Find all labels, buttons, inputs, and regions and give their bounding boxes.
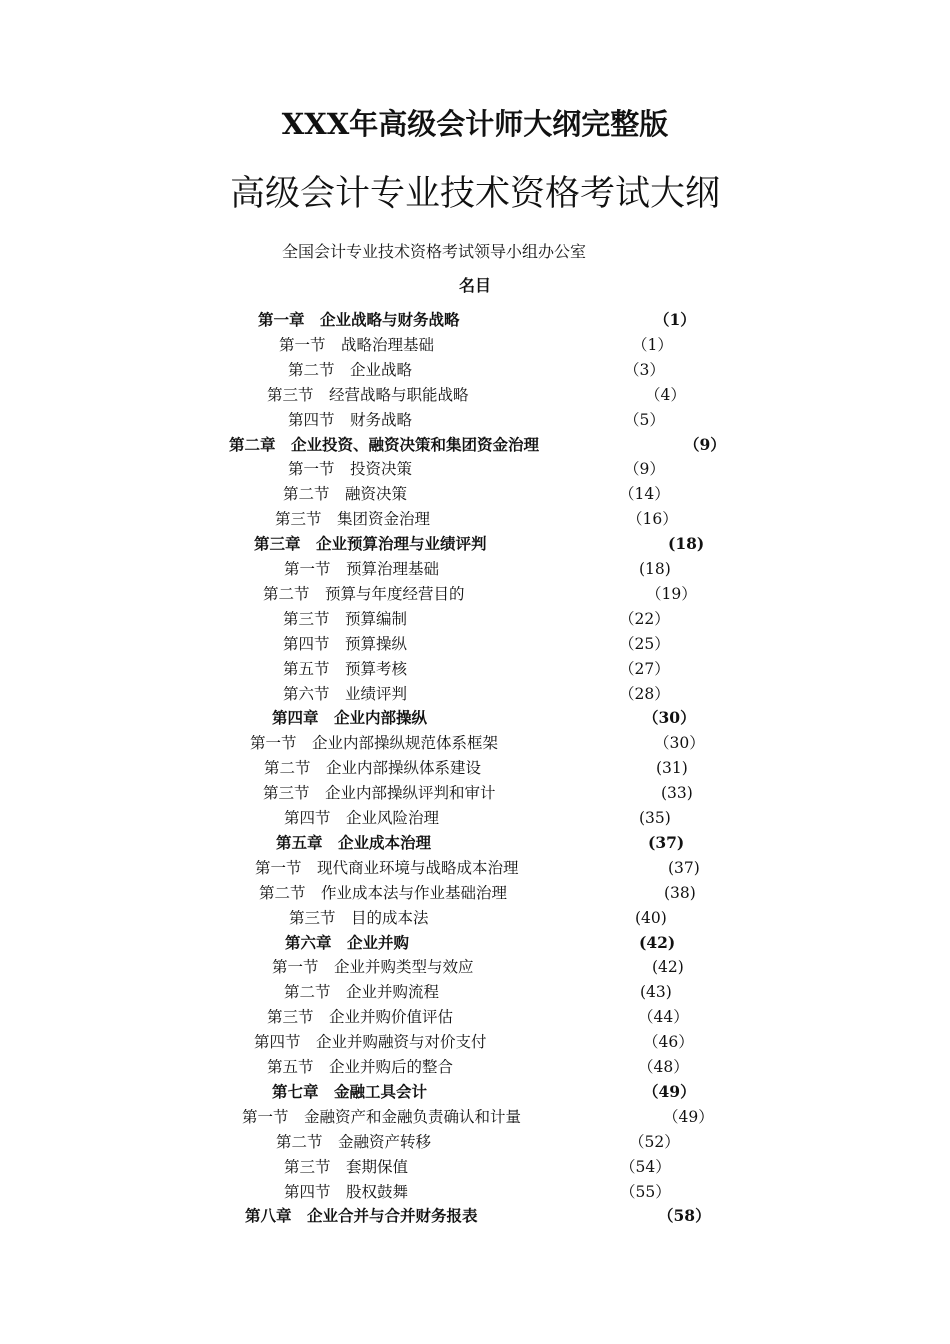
toc-entry-page: （49） (663, 1107, 714, 1126)
toc-section-row (0, 980, 950, 1005)
toc-chapter-row (0, 831, 950, 856)
toc-section-row (0, 408, 950, 433)
toc-entry-title: 第一章 企业战略与财务战略 (258, 310, 460, 329)
toc-entry-title: 第一节 预算治理基础 (284, 560, 440, 578)
toc-entry-title: 第五节 预算考核 (283, 659, 408, 678)
toc-entry-page: (35) (639, 809, 671, 827)
toc-entry-title: 第一节 投资决策 (288, 460, 413, 479)
toc-entry-page: (40) (635, 908, 667, 927)
toc-entry-title: 第四章 企业内部操纵 (272, 708, 428, 728)
toc-entry-title: 第二节 企业战略 (288, 360, 413, 379)
toc-entry-page: （1） (654, 310, 696, 329)
toc-entry-page: （46） (643, 1033, 694, 1052)
toc-entry-title: 第二章 企业投资、融资决策和集团资金治理 (229, 434, 540, 454)
issuing-office: 全国会计专业技术资格考试领导小组办公室 (282, 242, 587, 261)
toc-entry-page: (43) (640, 983, 672, 1002)
toc-section-row (0, 806, 950, 831)
toc-entry-page: (37) (668, 858, 700, 877)
toc-entry-title: 第五章 企业成本治理 (276, 832, 432, 852)
toc-entry-page: （27） (619, 659, 670, 678)
toc-section-row (0, 607, 950, 632)
toc-section-row (0, 856, 950, 881)
toc-section-row (0, 881, 950, 906)
toc-entry-title: 第八章 企业合并与合并财务报表 (245, 1206, 478, 1226)
toc-section-row (0, 1055, 950, 1080)
toc-entry-page: (42) (652, 958, 684, 977)
toc-entry-title: 第六节 业绩评判 (283, 684, 408, 703)
toc-section-row (0, 955, 950, 980)
toc-section-row (0, 731, 950, 756)
toc-entry-title: 第一节 企业内部操纵规范体系框架 (250, 734, 499, 753)
toc-chapter-row (0, 706, 950, 731)
toc-entry-title: 第七章 金融工具会计 (272, 1081, 428, 1101)
toc-entry-page: （3） (624, 360, 665, 379)
toc-entry-title: 第三节 目的成本法 (289, 908, 429, 927)
toc-entry-page: (37) (648, 832, 685, 852)
toc-entry-page: (33) (661, 784, 693, 803)
toc-chapter-row (0, 931, 950, 956)
toc-section-row (0, 557, 950, 582)
toc-section-row (0, 507, 950, 532)
toc-entry-title: 第四节 股权鼓舞 (284, 1182, 409, 1201)
toc-entry-title: 第五节 企业并购后的整合 (267, 1058, 454, 1076)
toc-entry-title: 第二节 预算与年度经营目的 (263, 584, 465, 603)
toc-section-row (0, 1130, 950, 1155)
toc-entry-page: （5） (624, 410, 665, 429)
toc-section-row (0, 1180, 950, 1205)
toc-section-row (0, 756, 950, 781)
toc-entry-title: 第四节 企业风险治理 (284, 809, 440, 827)
toc-entry-title: 第三节 集团资金治理 (275, 510, 431, 529)
toc-entry-page: （4） (645, 385, 686, 404)
toc-entry-title: 第一节 现代商业环境与战略成本治理 (255, 858, 519, 877)
toc-entry-title: 第二节 金融资产转移 (276, 1132, 432, 1151)
toc-entry-page: (38) (664, 883, 696, 902)
toc-entry-page: （28） (619, 684, 670, 703)
toc-chapter-row (0, 532, 950, 557)
toc-entry-title: 第二节 融资决策 (283, 485, 408, 504)
toc-entry-page: （1） (632, 335, 673, 354)
toc-section-row (0, 1005, 950, 1030)
toc-entry-title: 第一节 企业并购类型与效应 (272, 958, 474, 977)
toc-section-row (0, 457, 950, 482)
toc-section-row (0, 1155, 950, 1180)
toc-entry-title: 第三节 套期保值 (284, 1157, 409, 1176)
toc-section-row (0, 482, 950, 507)
toc-entry-page: （19） (646, 584, 697, 603)
toc-entry-page: （55） (620, 1182, 671, 1201)
toc-section-row (0, 1105, 950, 1130)
toc-entry-title: 第四节 企业并购融资与对价支付 (254, 1033, 487, 1052)
toc-section-row (0, 781, 950, 806)
toc-heading: 名目 (458, 276, 491, 295)
toc-entry-title: 第二节 企业内部操纵体系建设 (264, 759, 482, 778)
document-title: XXX年高级会计师大纲完整版 (281, 107, 669, 141)
toc-entry-page: （25） (619, 634, 670, 653)
toc-entry-title: 第二节 企业并购流程 (284, 983, 440, 1002)
toc-entry-page: (42) (639, 932, 676, 952)
toc-chapter-row (0, 1204, 950, 1229)
toc-section-row (0, 632, 950, 657)
toc-entry-page: （48） (638, 1058, 689, 1076)
toc-entry-page: (18) (639, 560, 671, 578)
toc-entry-page: （30） (654, 734, 705, 753)
toc-entry-title: 第三节 经营战略与职能战略 (267, 385, 469, 404)
toc-section-row (0, 582, 950, 607)
toc-entry-title: 第一节 战略治理基础 (279, 335, 435, 354)
toc-chapter-row (0, 433, 950, 458)
toc-entry-page: （14） (619, 485, 670, 504)
toc-section-row (0, 657, 950, 682)
toc-entry-page: （9） (684, 434, 726, 454)
toc-entry-page: (18) (668, 534, 705, 554)
toc-section-row (0, 358, 950, 383)
table-of-contents (0, 308, 950, 1238)
toc-entry-page: （22） (619, 609, 670, 628)
toc-entry-title: 第三节 企业内部操纵评判和审计 (263, 784, 496, 803)
toc-section-row (0, 333, 950, 358)
toc-chapter-row (0, 1080, 950, 1105)
toc-entry-page: （44） (638, 1008, 689, 1027)
toc-entry-title: 第三章 企业预算治理与业绩评判 (254, 534, 487, 554)
toc-entry-title: 第四节 财务战略 (288, 410, 413, 429)
toc-entry-title: 第四节 预算操纵 (283, 634, 408, 653)
toc-entry-page: （49） (643, 1081, 696, 1101)
toc-entry-title: 第二节 作业成本法与作业基础治理 (259, 883, 508, 902)
toc-section-row (0, 906, 950, 931)
toc-entry-page: (31) (656, 759, 688, 778)
toc-entry-page: （52） (629, 1132, 680, 1151)
document-subtitle: 高级会计专业技术资格考试大纲 (229, 174, 720, 214)
toc-entry-title: 第三节 预算编制 (283, 609, 408, 628)
toc-section-row (0, 682, 950, 707)
toc-chapter-row (0, 308, 950, 333)
toc-entry-page: （58） (658, 1206, 711, 1226)
toc-entry-title: 第一节 金融资产和金融负责确认和计量 (242, 1107, 522, 1126)
toc-entry-title: 第三节 企业并购价值评估 (267, 1008, 454, 1027)
toc-entry-page: （16） (627, 510, 678, 529)
toc-entry-page: （54） (620, 1157, 671, 1176)
toc-section-row (0, 383, 950, 408)
toc-section-row (0, 1030, 950, 1055)
toc-entry-page: （9） (624, 460, 665, 479)
toc-entry-title: 第六章 企业并购 (285, 932, 410, 952)
toc-entry-page: （30） (643, 708, 696, 728)
